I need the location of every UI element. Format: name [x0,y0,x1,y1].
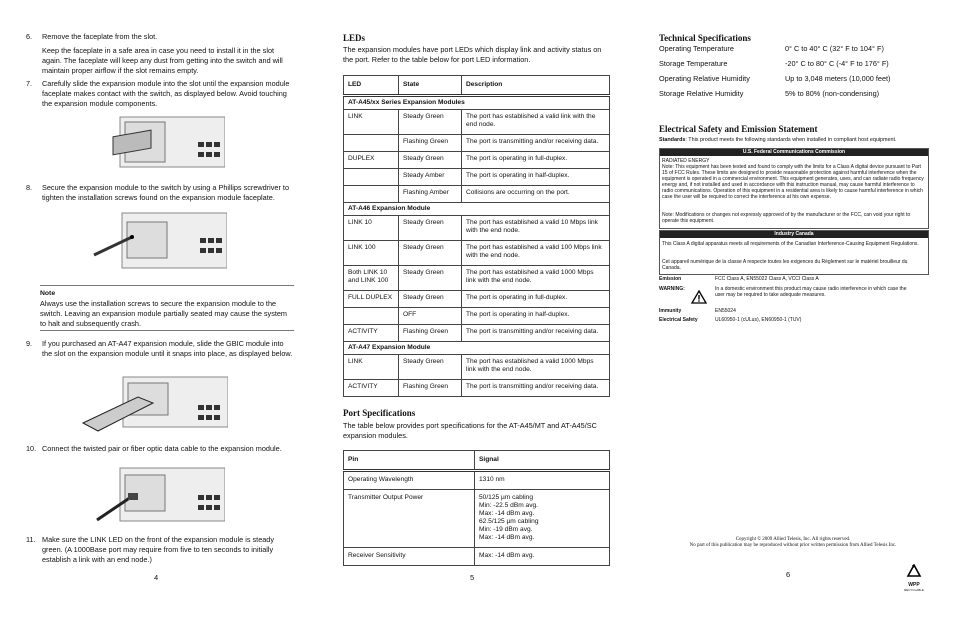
tech-spec-label: Storage Temperature [659,59,728,68]
industry-canada-bar: Industry Canada [660,231,928,238]
tech-spec-label: Storage Relative Humidity [659,89,744,98]
port-header-cell: Pin [344,451,475,471]
led-header-cell: State [399,76,462,96]
note-text: Always use the installation screws to secure the expansion module to the switch. Leaving an expansion module partially seated may cause the system to halt and subsequently crash. [40,299,288,328]
led-section-row [344,203,610,216]
tech-spec-label: Operating Temperature [659,44,734,53]
note-box [40,285,294,331]
gbic-module-illustration [78,375,228,435]
table-row [344,291,610,308]
led-led-cell: DUPLEX [344,152,399,169]
tech-spec-value: Up to 3,048 meters (10,000 feet) [785,74,891,83]
led-desc-cell: The port has established a valid link with the end node. [462,110,610,135]
led-state-cell: Steady Green [399,152,462,169]
led-state-cell: Flashing Green [399,380,462,397]
table-row [344,355,610,380]
led-led-cell [344,135,399,152]
standards-label: Standards [659,137,686,143]
copyright-line: Copyright © 2009 Allied Telesis, Inc. All rights reserved. [735,537,851,542]
table-row [344,135,610,152]
step-10-text: Connect the twisted pair or fiber optic data cable to the expansion module. [42,444,282,453]
led-desc-cell: The port is operating in full-duplex. [462,291,610,308]
ic-text-french: Cet appareil numérique de la classe A respecte toutes les exigences du Règlement sur le matériel brouilleur du Canada. [662,259,908,271]
logo-subtext: RECYCLABLE [904,588,924,592]
led-state-cell: Steady Green [399,216,462,241]
led-state-cell: Steady Green [399,241,462,266]
port-signal-cell: 1310 nm [475,471,610,490]
led-section-row [344,96,610,110]
port-pin-cell: Transmitter Output Power [344,490,475,548]
table-row [344,266,610,291]
industry-canada-box [659,230,929,275]
electrical-safety-heading: Electrical Safety and Emission Statement [659,124,818,134]
led-led-cell: LINK 10 [344,216,399,241]
led-led-cell [344,169,399,186]
led-desc-cell: The port is transmitting and/or receiving data. [462,325,610,342]
led-desc-cell: The port is operating in full-duplex. [462,152,610,169]
led-desc-cell: The port is transmitting and/or receiving data. [462,380,610,397]
table-row [344,308,610,325]
fcc-box [659,148,929,229]
led-state-cell: Flashing Amber [399,186,462,203]
table-row [344,152,610,169]
led-led-cell: ACTIVITY [344,325,399,342]
led-state-cell: Steady Green [399,266,462,291]
led-section-title: AT-A45/xx Series Expansion Modules [344,96,610,110]
led-desc-cell: The port has established a valid 100 Mbps link with the end node. [462,241,610,266]
emission-value: FCC Class A, EN55022 Class A, VCCI Class A [715,276,819,282]
table-row [344,186,610,203]
table-row [344,241,610,266]
warning-label: WARNING: [659,286,685,292]
step-11-number: 11. [26,535,36,544]
tech-spec-value: 0° C to 40° C (32° F to 104° F) [785,44,884,53]
fcc-note: Note: Modifications or changes not expressly approved of by the manufacturer or the FCC, can void your right to operate this equipment. [662,212,911,224]
led-desc-cell: The port has established a valid 1000 Mbps link with the end node. [462,355,610,380]
led-state-cell: Flashing Green [399,135,462,152]
page-number-5: 5 [470,573,475,582]
led-led-cell [344,186,399,203]
leds-intro: The expansion modules have port LEDs which display link and activity status on the port. Refer to the table below for port LED information. [343,45,602,64]
leds-heading: LEDs [343,33,366,43]
step-9-text: If you purchased an AT-A47 expansion module, slide the GBIC module into the slot on the expansion module until it snaps into place, as displayed below. [42,339,293,358]
warning-icon [691,290,707,304]
step-10-number: 10. [26,444,37,453]
led-desc-cell: The port has established a valid 10 Mbps link with the end node. [462,216,610,241]
logo-text: WPP [908,582,920,588]
table-row [344,490,610,548]
port-signal-cell: 50/125 µm cabling Min: -22.5 dBm avg. Max: -14 dBm avg. 62.5/125 µm cabling Min: -19 dBm avg. Max: -14 dBm avg. [475,490,610,548]
tech-spec-value: -20° C to 80° C (-4° F to 176° F) [785,59,889,68]
immunity-label: Immunity [659,308,682,314]
led-header-cell: Description [462,76,610,96]
tech-specs-heading: Technical Specifications [659,33,751,43]
led-state-cell: Steady Green [399,291,462,308]
step-7-number: 7. [26,79,33,88]
port-header-cell: Signal [475,451,610,471]
ic-text-english: This Class A digital apparatus meets all requirements of the Canadian Interference-Causing Equipment Regulations. [662,241,919,247]
standards-line [659,137,929,144]
port-pin-cell: Operating Wavelength [344,471,475,490]
recycle-icon [906,564,922,578]
note-title: Note [40,290,56,297]
led-desc-cell: Collisions are occurring on the port. [462,186,610,203]
tech-spec-label: Operating Relative Humidity [659,74,750,83]
step-6-paragraph: Keep the faceplate in a safe area in case you need to install it in the slot again. The faceplate will keep any dust from getting into the switch and will maintain proper airflow if the slot remains empty. [42,46,283,75]
port-specs-intro: The table below provides port specifications for the AT-A45/MT and AT-A45/SC expansion modules. [343,421,597,440]
electrical-safety-value: UL60950-1 (cULus), EN60950-1 (TUV) [715,317,802,323]
page-number-4: 4 [154,573,159,582]
port-specs-heading: Port Specifications [343,408,416,418]
switch-screwdriver-illustration [92,210,227,272]
table-row [344,169,610,186]
port-signal-cell: Max: -14 dBm avg. [475,548,610,566]
led-section-title: AT-A47 Expansion Module [344,342,610,355]
led-led-cell: LINK [344,355,399,380]
step-6-number: 6. [26,32,33,41]
led-led-cell: LINK 100 [344,241,399,266]
led-led-cell: FULL DUPLEX [344,291,399,308]
step-8-text: Secure the expansion module to the switch by using a Phillips screwdriver to tighten the installation screws found on the expansion module faceplate. [42,183,290,202]
cable-connection-illustration [95,465,225,525]
page-number-6: 6 [786,570,791,579]
led-led-cell: ACTIVITY [344,380,399,397]
table-row [344,548,610,566]
step-9-number: 9. [26,339,33,348]
led-led-cell: LINK [344,110,399,135]
step-11-text: Make sure the LINK LED on the front of the expansion module is steady green. (A 1000Base port may require from five to ten seconds to initially establish a link with an end node.) [42,535,275,564]
led-table-header [344,76,610,96]
electrical-safety-label: Electrical Safety [659,317,698,323]
fcc-heading: RADIATED ENERGY [662,158,710,164]
step-6-text: Remove the faceplate from the slot. [42,32,158,41]
table-row [344,325,610,342]
table-row [344,471,610,490]
fcc-bar: U.S. Federal Communications Commission [660,149,928,156]
led-state-cell: Steady Green [399,355,462,380]
table-row [344,380,610,397]
immunity-value: EN55024 [715,308,736,314]
table-row [344,216,610,241]
led-desc-cell: The port has established a valid 1000 Mbps link with the end node. [462,266,610,291]
warning-text: In a domestic environment this product may cause radio interference in which case the user may be required to take adequate measures. [715,286,907,298]
led-state-cell: Steady Green [399,110,462,135]
led-desc-cell: The port is operating in half-duplex. [462,169,610,186]
switch-module-illustration-1 [95,112,225,172]
tech-spec-value: 5% to 80% (non-condensing) [785,89,880,98]
rights-line: No part of this publication may be reproduced without prior written permission from Allied Telesis Inc. [689,543,897,548]
standards-text: : This product meets the following standards when installed in compliant host equipment. [685,137,897,143]
port-table-header [344,451,610,471]
led-desc-cell: The port is transmitting and/or receiving data. [462,135,610,152]
fcc-text: Note: This equipment has been tested and found to comply with the limits for a Class A digital device pursuant to Part 15 of FCC Rules. These limits are designed to provide reasonable protection against harmful interference when the equipment is operated in a commercial environment. This equipment generates, uses, and can radiate radio frequency energy and, if not installed and used in accordance with this instruction manual, may cause harmful interference to radio communications. Operation of this equipment in a residential area is likely to cause harmful interference in which case the user will be required to correct the interference at his own expense. [662,164,924,200]
port-spec-table [343,450,610,566]
step-8-number: 8. [26,183,33,192]
led-section-row [344,342,610,355]
led-table [343,75,610,397]
step-7-text: Carefully slide the expansion module into the slot until the expansion module faceplate makes contact with the switch, as displayed below. Avoid touching the expansion module components. [42,79,290,108]
led-desc-cell: The port is operating in half-duplex. [462,308,610,325]
led-led-cell [344,308,399,325]
recycle-logo [899,564,929,592]
led-header-cell: LED [344,76,399,96]
led-state-cell: OFF [399,308,462,325]
led-section-title: AT-A46 Expansion Module [344,203,610,216]
led-state-cell: Steady Amber [399,169,462,186]
led-state-cell: Flashing Green [399,325,462,342]
emission-label: Emission [659,276,682,282]
port-pin-cell: Receiver Sensitivity [344,548,475,566]
table-row [344,110,610,135]
led-led-cell: Both LINK 10 and LINK 100 [344,266,399,291]
